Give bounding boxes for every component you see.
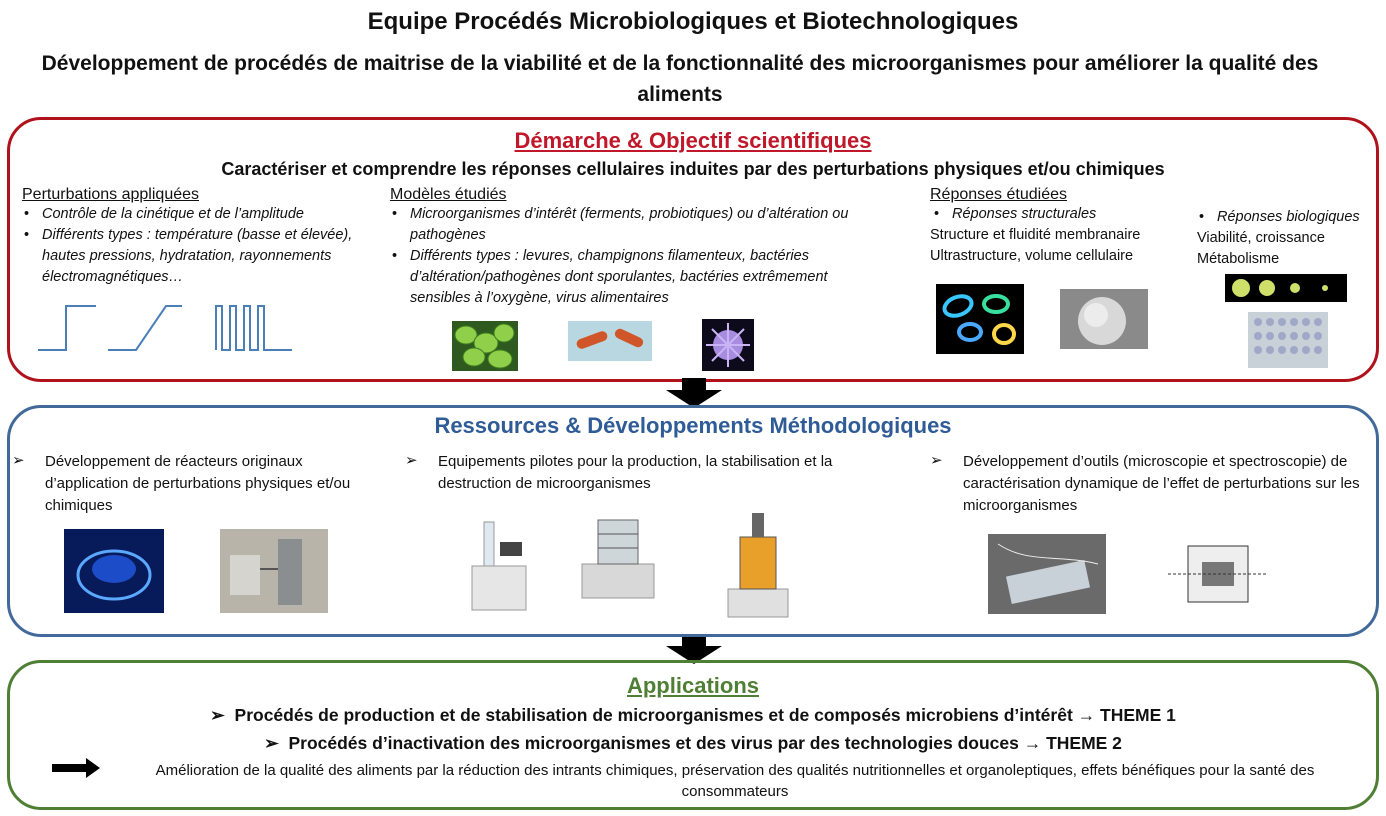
biological-line: Métabolisme [1197, 251, 1280, 267]
colonies-image [1225, 274, 1347, 302]
ressources-col3: Développement d’outils (microscopie et spectroscopie) de caractérisation dynamique de l’effet de perturbations sur les microorganismes [963, 453, 1360, 514]
reactor-setup-image [220, 529, 328, 613]
list-item: • Microorganismes d’intérêt (ferments, probiotiques) ou d’altération ou pathogènes [410, 204, 880, 246]
membrane-fluorescence-image [936, 284, 1024, 354]
perturbation-profiles-graphic [36, 300, 298, 356]
reponses-heading: Réponses étudiées [930, 186, 1067, 203]
list-item: • Réponses structurales [952, 204, 1190, 225]
application-text: Procédés d’inactivation des microorganismes et des virus par des technologies douces → THEME 2 [288, 733, 1122, 753]
applications-conclusion: Amélioration de la qualité des aliments par la réduction des intrants chimiques, préservation des qualités nutritionnelles et organoleptiques, effets bénéfiques pour la santé des consommateurs [155, 762, 1315, 800]
ressources-col1: Développement de réacteurs originaux d’application de perturbations physiques et/ou chimiques [45, 453, 351, 514]
virus-image [702, 319, 754, 371]
bioreactor-image [722, 509, 794, 619]
structural-line: Ultrastructure, volume cellulaire [930, 248, 1134, 264]
biological-column [1197, 207, 1377, 270]
biological-line: Viabilité, croissance [1197, 230, 1325, 246]
application-line-2 [0, 733, 1386, 754]
reactor-blue-image [64, 529, 164, 613]
spray-dryer-image [470, 516, 528, 612]
biological-list [1197, 207, 1377, 228]
device-schematic-image [1158, 526, 1278, 622]
structural-list [930, 204, 1190, 225]
perturbations-list [22, 204, 362, 288]
list-item: • Différents types : levures, champignons filamenteux, bactéries d’altération/pathogènes dont sporulantes, bactéries extrêmement sensibles à l’oxygène, virus alimentaires [410, 246, 880, 309]
cell-sem-image [1060, 289, 1148, 349]
ressources-col2: Equipements pilotes pour la production, la stabilisation et la destruction de microorganismes [438, 453, 833, 492]
chevron-right-icon: ➢ [12, 452, 25, 469]
perturbations-column [22, 186, 362, 288]
chevron-right-icon: ➢ [405, 452, 418, 469]
yeast-image [452, 321, 518, 371]
bacteria-image [568, 321, 652, 361]
perturbations-heading: Perturbations appliquées [22, 186, 200, 203]
page-subtitle: Développement de procédés de maitrise de la viabilité et de la fonctionnalité des microorganismes pour améliorer la qualité des aliments [41, 52, 1319, 106]
freeze-dryer-image [578, 514, 658, 600]
microplate-image [1248, 312, 1328, 368]
ressources-title: Ressources & Développements Méthodologiques [434, 413, 952, 438]
chevron-right-icon: ➢ [210, 705, 235, 725]
demarche-lead: Caractériser et comprendre les réponses cellulaires induites par des perturbations physiques et/ou chimiques [221, 159, 1165, 179]
list-item: • Réponses biologiques [1217, 207, 1377, 228]
microfluidic-chip-image [988, 534, 1106, 614]
applications-title: Applications [626, 673, 759, 698]
chevron-right-icon: ➢ [930, 452, 943, 469]
application-line-1 [0, 705, 1386, 726]
demarche-title: Démarche & Objectif scientifiques [514, 128, 872, 153]
reponses-column [930, 186, 1190, 267]
page-title: Equipe Procédés Microbiologiques et Biotechnologiques [367, 8, 1019, 35]
modeles-column [390, 186, 880, 309]
list-item: • Contrôle de la cinétique et de l’amplitude [42, 204, 362, 225]
chevron-right-icon: ➢ [264, 733, 289, 753]
modeles-heading: Modèles étudiés [390, 186, 507, 203]
structural-line: Structure et fluidité membranaire [930, 227, 1141, 243]
application-text: Procédés de production et de stabilisation de microorganismes et de composés microbiens d’intérêt → THEME 1 [234, 705, 1176, 725]
arrow-down-icon [664, 378, 724, 408]
arrow-right-icon [52, 758, 100, 778]
modeles-list [390, 204, 880, 309]
list-item: • Différents types : température (basse et élevée), hautes pressions, hydratation, rayonnements électromagnétiques… [42, 225, 362, 288]
